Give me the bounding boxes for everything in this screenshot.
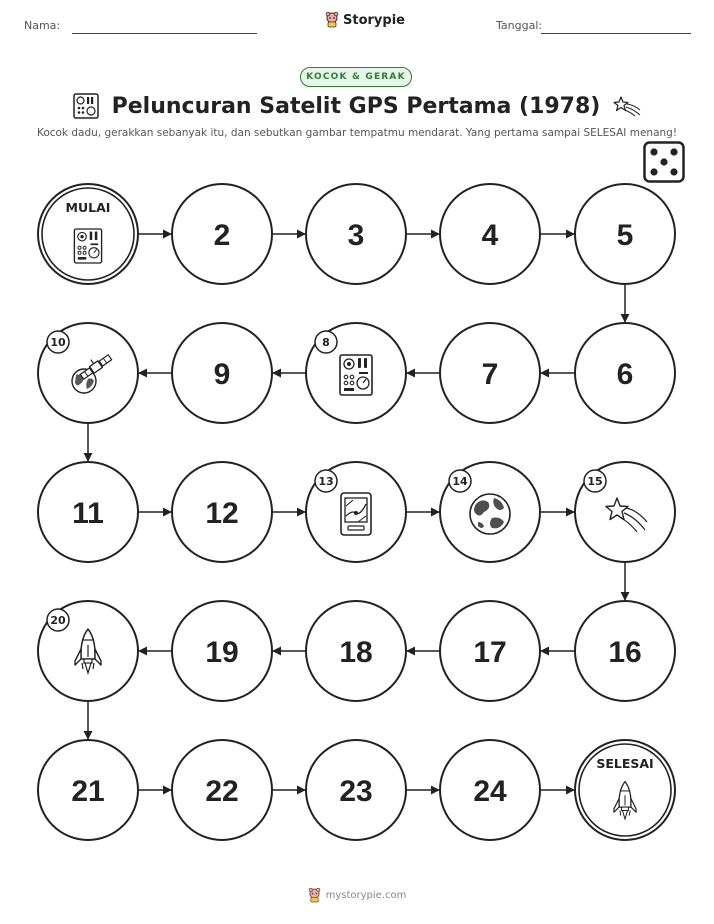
board-space[interactable] <box>575 184 675 284</box>
space-number-badge: 20 <box>50 614 66 627</box>
page-title: Peluncuran Satelit GPS Pertama (1978) <box>111 93 601 119</box>
space-number-badge: 13 <box>318 475 334 488</box>
board-space[interactable] <box>172 184 272 284</box>
control-panel-icon <box>74 229 101 263</box>
space-number: 17 <box>473 636 507 669</box>
board-space[interactable] <box>172 601 272 701</box>
finish-label: SELESAI <box>596 756 654 771</box>
space-number: 18 <box>339 636 373 669</box>
board-space[interactable] <box>38 462 138 562</box>
name-label: Nama: <box>24 19 61 32</box>
space-number: 21 <box>71 775 105 808</box>
space-number: 23 <box>339 775 373 808</box>
instructions: Kocok dadu, gerakkan sebanyak itu, dan sebutkan gambar tempatmu mendarat. Yang pertama sampai SELESAI menang! <box>36 127 678 139</box>
space-number-badge: 15 <box>587 475 603 488</box>
space-number: 3 <box>347 219 365 252</box>
footer <box>0 888 714 903</box>
board-space[interactable] <box>440 323 540 423</box>
board-space[interactable] <box>440 184 540 284</box>
space-number-badge: 14 <box>452 475 468 488</box>
date-label: Tanggal: <box>496 19 543 32</box>
space-number: 4 <box>481 219 499 252</box>
space-number: 24 <box>473 775 507 808</box>
category-badge: KOCOK & GERAK <box>300 67 412 87</box>
board-space[interactable] <box>440 740 540 840</box>
footer-url: mystorypie.com <box>325 890 407 901</box>
board-space[interactable] <box>306 323 406 423</box>
start-space[interactable] <box>38 184 138 284</box>
space-number: 9 <box>213 358 231 391</box>
space-number: 19 <box>205 636 239 669</box>
control-panel-icon <box>340 355 372 395</box>
board-space[interactable] <box>38 601 138 701</box>
board-space[interactable] <box>172 462 272 562</box>
board-space[interactable] <box>306 740 406 840</box>
board-space[interactable] <box>575 323 675 423</box>
board-space[interactable] <box>306 462 406 562</box>
mascot-icon <box>308 888 321 903</box>
space-number: 6 <box>616 358 634 391</box>
start-label: MULAI <box>65 200 111 215</box>
finish-space[interactable] <box>575 740 675 840</box>
board-space[interactable] <box>440 462 540 562</box>
space-number: 2 <box>213 219 231 252</box>
board-space[interactable] <box>575 601 675 701</box>
space-number: 5 <box>616 219 634 252</box>
board-space[interactable] <box>38 740 138 840</box>
earth-icon <box>470 494 510 534</box>
board-space[interactable] <box>575 462 675 562</box>
board-spaces <box>38 184 675 840</box>
space-number: 16 <box>608 636 642 669</box>
brand-name: Storypie <box>343 12 405 28</box>
space-number-badge: 10 <box>50 336 66 349</box>
board-space[interactable] <box>440 601 540 701</box>
space-number: 12 <box>205 497 239 530</box>
space-number: 11 <box>72 497 104 530</box>
board-space[interactable] <box>172 323 272 423</box>
space-number: 22 <box>205 775 239 808</box>
space-number: 7 <box>481 358 499 391</box>
gps-device-icon <box>341 493 371 535</box>
board-space[interactable] <box>172 740 272 840</box>
board-space[interactable] <box>306 601 406 701</box>
board-space[interactable] <box>38 323 138 423</box>
board-space[interactable] <box>306 184 406 284</box>
space-number-badge: 8 <box>322 336 330 349</box>
